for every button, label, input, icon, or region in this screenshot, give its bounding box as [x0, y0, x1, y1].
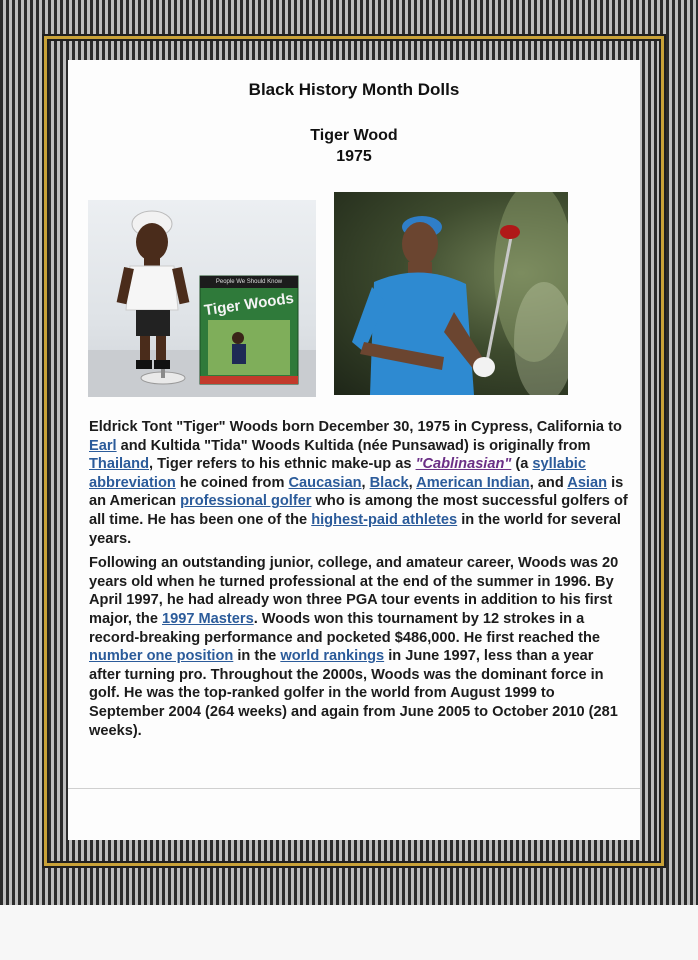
- golfer-photo: [334, 192, 568, 395]
- link-1997-masters[interactable]: 1997 Masters: [162, 610, 254, 627]
- golfer-photo-graphic: [334, 192, 568, 395]
- page-bottom-margin: [0, 905, 698, 960]
- book-title: Tiger Woods: [203, 289, 295, 320]
- subtitle-name: Tiger Wood: [310, 127, 398, 144]
- link-american-indian[interactable]: American Indian: [416, 474, 530, 491]
- link-syllabic-abbreviation[interactable]: syllabic abbreviation: [89, 456, 586, 491]
- link-highest-paid-athletes[interactable]: highest-paid athletes: [311, 511, 458, 528]
- link-earl[interactable]: Earl: [89, 437, 117, 454]
- subtitle-year: 1975: [336, 148, 372, 165]
- p1-text-5: he coined from: [175, 474, 289, 491]
- link-asian[interactable]: Asian: [567, 474, 608, 491]
- doll-photo: [88, 200, 316, 397]
- book-series-label: People We Should Know: [215, 279, 283, 285]
- link-number-one-position[interactable]: number one position: [89, 648, 234, 665]
- paragraph-2: [89, 554, 629, 740]
- link-black[interactable]: Black: [369, 474, 409, 491]
- p2-text-3: in the: [233, 648, 281, 665]
- link-caucasian[interactable]: Caucasian: [288, 474, 362, 491]
- p2-text-2: . Woods won this tournament by 12 strokes in a record-breaking performance and pocketed $486,000. He first reached the: [89, 610, 600, 646]
- p2-text-4: in June 1997, less than a year after turning pro. Throughout the 2000s, Woods was the dominant force in golf. He was the top-ranked golfer in the world from August 1999 to September 2004 (264 weeks) and again from June 2005 to October 2010 (281 weeks).: [89, 648, 618, 739]
- link-world-rankings[interactable]: world rankings: [280, 648, 385, 665]
- p1-text-9: is an American: [89, 474, 624, 510]
- p1-text-11: in the world for several years.: [89, 511, 621, 547]
- subtitle: [68, 125, 640, 167]
- link-professional-golfer[interactable]: professional golfer: [180, 493, 312, 510]
- paragraph-1: [89, 418, 629, 548]
- link-thailand[interactable]: Thailand: [89, 456, 149, 473]
- p1-text-7: ,: [408, 474, 417, 491]
- p1-text-6: ,: [361, 474, 370, 491]
- page-title: Black History Month Dolls: [248, 80, 460, 99]
- p1-text-3: , Tiger refers to his ethnic make-up as: [149, 456, 416, 473]
- p1-text-2: and Kultida "Tida" Woods Kultida (née Punsawad) is originally from: [116, 437, 591, 454]
- p1-text-10: who is among the most successful golfers of all time. He has been one of the: [89, 493, 628, 528]
- p2-text-1: Following an outstanding junior, college, and amateur career, Woods was 20 years old when he turned professional at the end of the summer in 1996. By April 1997, he had already won three PGA tour events in addition to his first major, the: [89, 555, 619, 627]
- link-cablinasian[interactable]: "Cablinasian": [415, 456, 512, 473]
- p1-text-4: (a: [511, 456, 533, 473]
- p1-text-8: , and: [529, 474, 568, 491]
- p1-text-1: Eldrick Tont "Tiger" Woods born December 30, 1975 in Cypress, California to: [89, 419, 622, 435]
- article-body: [89, 418, 629, 746]
